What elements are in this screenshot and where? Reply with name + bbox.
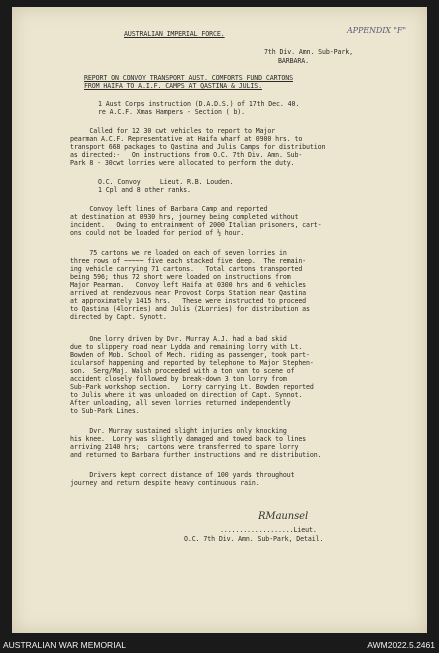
reference-line-1: 1 Aust Corps instruction (D.A.D.S.) of 17th Dec. 40. [98,100,300,108]
text-line: journey and return despite heavy continuous rain. [70,479,260,487]
appendix-annotation: APPENDIX "F" [347,26,406,35]
report-title-line-1: REPORT ON CONVOY TRANSPORT AUST. COMFORTS FUND CARTONS [84,74,293,82]
handwritten-signature: RMaunsel [258,511,309,522]
text-line: Sub-Park workshop section. Lorry carrying Lt. Bowden reported [70,383,314,391]
text-line: being 596; thus 72 short were loaded on instructions from [70,273,291,281]
text-line: Bowden of Mob. School of Mech. riding as passenger, took part- [70,351,310,359]
text-line: his knee. Lorry was slightly damaged and towed back to lines [70,435,307,443]
text-line: at approximately 1415 hrs. These were instructed to proceed [70,297,307,305]
text-line: directed by Capt. Synott. [70,313,167,321]
archive-footer [0,636,439,653]
text-line: to Qastina (4lorries) and Julis (2Lorries) for distribution as [70,305,310,313]
footer-institution: AUSTRALIAN WAR MEMORIAL [3,640,126,650]
text-line: ing vehicle carrying 71 cartons. Total cartons transported [70,265,303,273]
text-line: incident. Owing to entrainment of 2000 Italian prisoners, cart- [70,221,322,229]
text-line: transport 668 packages to Qastina and Julis Camps for distribution [70,143,326,151]
text-line: arriving 2140 hrs; cartons were transferred to spare lorry [70,443,299,451]
signature-line: ...................Lieut. [220,526,317,534]
convoy-commander: O.C. Convoy Lieut. R.B. Louden. [98,178,234,186]
text-line: One lorry driven by Dvr. Murray A.J. had a bad skid [70,335,287,343]
text-line: to Sub-Park Lines. [70,407,140,415]
text-line: due to slippery road near Lydda and remaining lorry with Lt. [70,343,303,351]
text-line: 75 cartons we re loaded on each of seven lorries in [70,249,287,257]
text-line: three rows of ~~~~~ five each stacked five deep. The remain- [70,257,307,265]
text-line: as directed:- On instructions from O.C. 7th Div. Amn. Sub- [70,151,303,159]
text-line: Major Pearman. Convoy left Haifa at 0300 hrs and 6 vehicles [70,281,307,289]
report-title-line-2: FROM HAIFA TO A.I.F. CAMPS AT QASTINA & JULIS. [84,82,263,90]
text-line: arrived at rendezvous near Provost Corps Station near Qastina [70,289,307,297]
unit-name: 7th Div. Amn. Sub-Park, [264,48,354,56]
signatory-title: O.C. 7th Div. Amn. Sub-Park, Detail. [184,535,324,543]
document-page [12,7,427,633]
text-line: ons could not be loaded for period of ½ hour. [70,229,245,237]
text-line: son. Serg/Maj. Walsh proceeded with a ton van to scene of [70,367,295,375]
text-line: pearman A.C.F. Representative at Haifa wharf at 0900 hrs. to [70,135,303,143]
text-line: Park 8 - 30cwt lorries were allocated to perform the duty. [70,159,295,167]
text-line: Convoy left lines of Barbara Camp and reported [70,205,268,213]
text-line: accident closely followed by break-down 3 ton lorry from [70,375,287,383]
footer-accession-number: AWM2022.5.2461 [367,640,435,650]
text-line: Called for 12 30 cwt vehicles to report to Major [70,127,276,135]
text-line: and returned to Barbara further instructions and re distribution. [70,451,322,459]
text-line: After unloading, all seven lorries returned independently [70,399,291,407]
text-line: icularsof happening and reported by telephone to Major Stephen- [70,359,314,367]
text-line: to Julis where it was unloaded on direction of Capt. Synnot. [70,391,303,399]
document-heading: AUSTRALIAN IMPERIAL FORCE. [124,30,225,38]
text-line: Dvr. Murray sustained slight injuries only knocking [70,427,287,435]
convoy-personnel: 1 Cpl and 8 other ranks. [98,186,191,194]
text-line: at destination at 0930 hrs, journey being completed without [70,213,299,221]
reference-line-2: re A.C.F. Xmas Hampers - Section ( b). [98,108,246,116]
text-line: Drivers kept correct distance of 100 yards throughout [70,471,295,479]
location: BARBARA. [278,57,309,65]
